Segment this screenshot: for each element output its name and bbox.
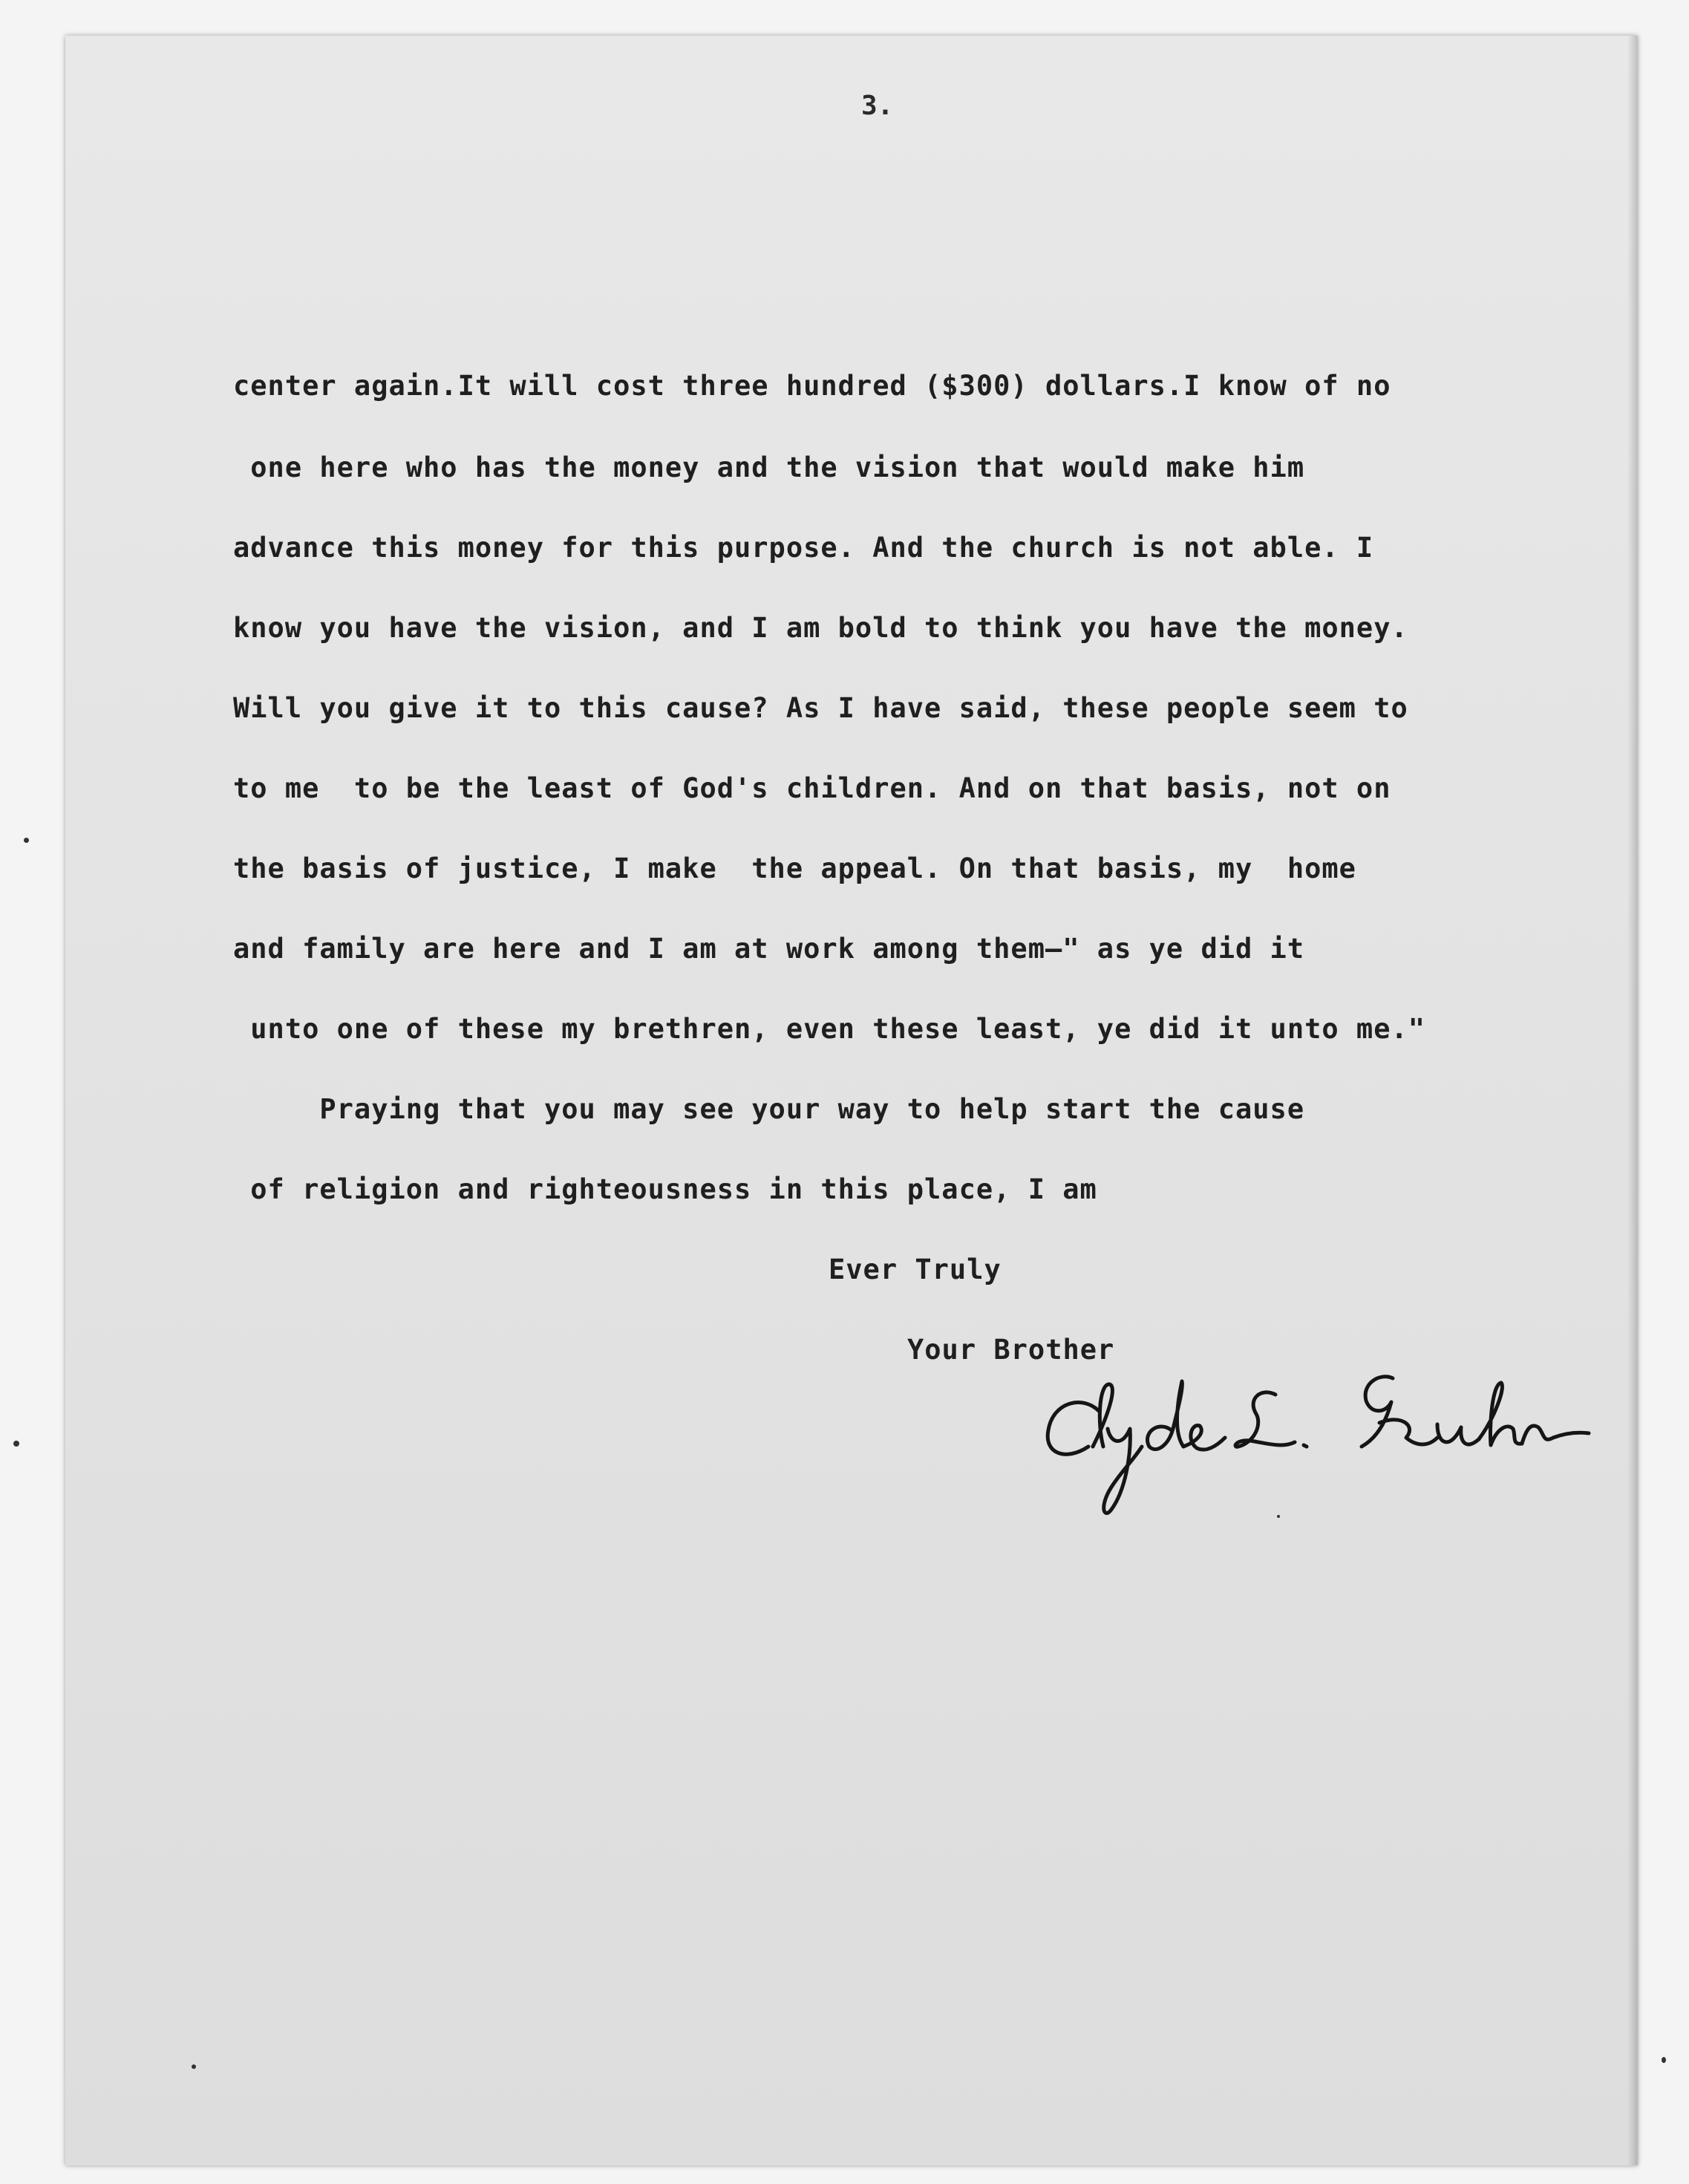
body-line-2: one here who has the money and the vision that would make him: [233, 452, 1305, 483]
body-line-10: Praying that you may see your way to help start the cause: [233, 1093, 1305, 1125]
paper-speck: [1277, 1515, 1280, 1518]
handwritten-signature: [1030, 1343, 1595, 1551]
body-line-5: Will you give it to this cause? As I have said, these people seem to: [233, 692, 1408, 724]
paper-speck: [13, 1441, 19, 1447]
closing-your-brother: Your Brother: [907, 1334, 1115, 1366]
paper-speck: [24, 838, 29, 843]
body-line-1: center again.It will cost three hundred ($300) dollars.I know of no: [233, 370, 1391, 402]
body-line-9: unto one of these my brethren, even these least, ye did it unto me.": [233, 1013, 1426, 1045]
page-number: 3.: [861, 91, 894, 121]
paper-speck: [1662, 2057, 1666, 2063]
letter-page: [65, 36, 1638, 2165]
body-line-7: the basis of justice, I make the appeal. On that basis, my home: [233, 853, 1356, 884]
body-line-8: and family are here and I am at work among them—" as ye did it: [233, 933, 1305, 965]
body-line-11: of religion and righteousness in this place, I am: [233, 1173, 1097, 1205]
paper-speck: [192, 2064, 196, 2069]
body-line-6: to me to be the least of God's children. And on that basis, not on: [233, 772, 1391, 804]
body-line-3: advance this money for this purpose. And the church is not able. I: [233, 532, 1374, 564]
closing-ever-truly: Ever Truly: [829, 1254, 1002, 1285]
body-line-4: know you have the vision, and I am bold to think you have the money.: [233, 612, 1408, 644]
